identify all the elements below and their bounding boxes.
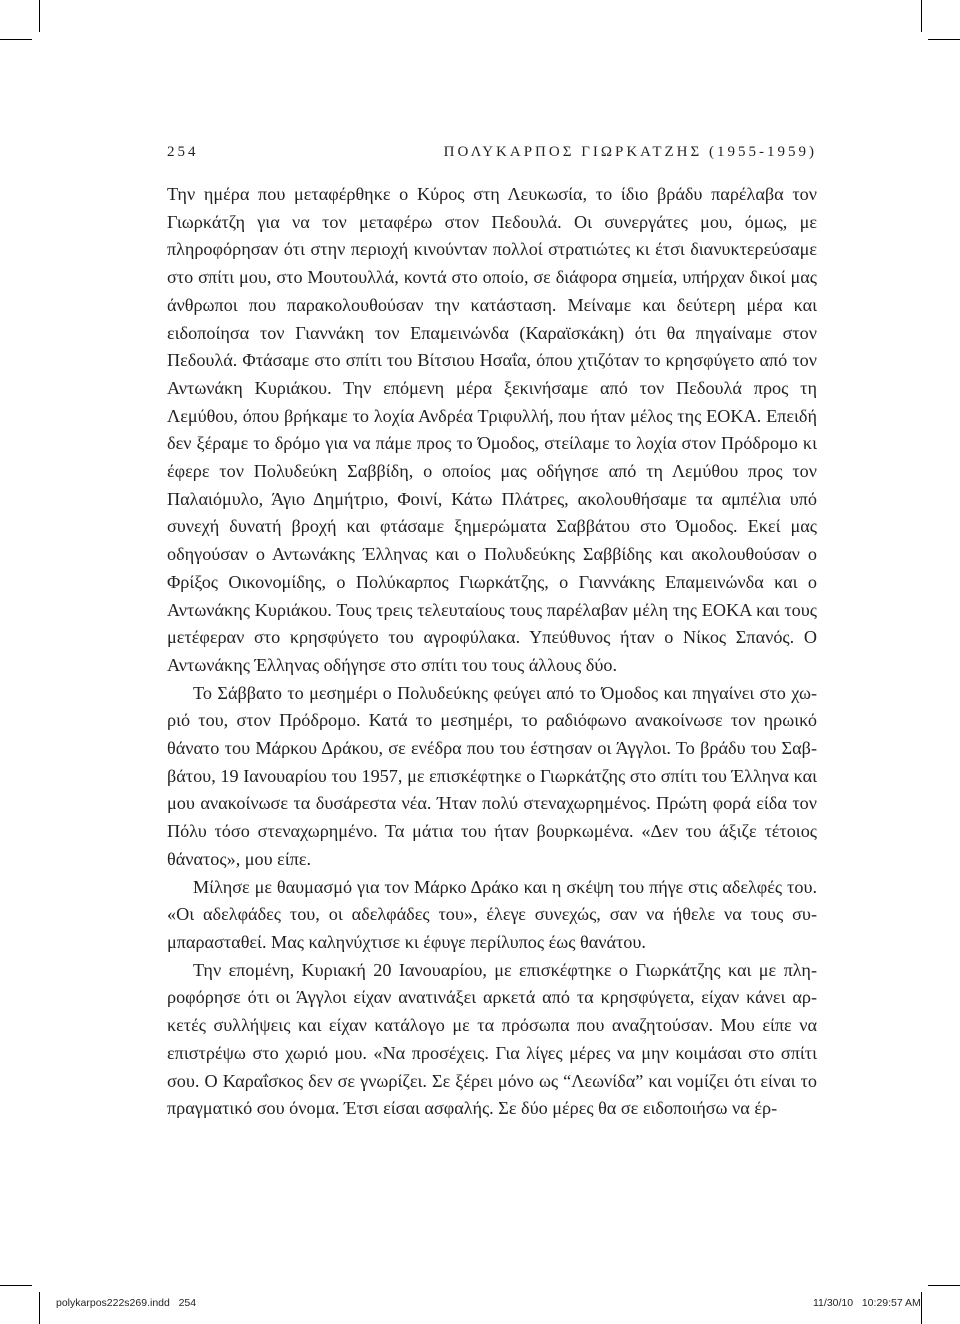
running-title: ΠΟΛΥΚΑΡΠΟΣ ΓΙΩΡΚΑΤΖΗΣ (1955-1959) bbox=[443, 144, 817, 160]
crop-mark-top-right-h bbox=[928, 39, 960, 40]
slug-timestamp: 11/30/10 10:29:57 AM bbox=[813, 1297, 921, 1309]
running-header bbox=[167, 144, 817, 164]
paragraph-3: Μίλησε με θαυμασμό για τον Μάρκο Δράκο και η σκέψη του πήγε στις αδελφές του. «Οι αδελφάδες του, οι αδελφάδες του», έλεγε συνεχώς, σαν να ήθελε να τους συμπαρασταθεί. Μας καληνύχτισε κι έφυγε περίλυπος έως θανάτου. bbox=[167, 876, 817, 952]
crop-mark-top-left bbox=[39, 0, 40, 32]
crop-mark-top-right bbox=[921, 0, 922, 32]
paragraph-2: Το Σάββατο το μεσημέρι ο Πολυδεύκης φεύγει από το Όμοδος και πηγαίνει στο χωριό του, στον Πρόδρομο. Κατά το μεσημέρι, το ραδιόφωνο ανακοίνωσε τον ηρωικό θάνατο του Μάρκου Δράκου, σε ενέδρα που του έστησαν οι Άγγλοι. Το βράδυ του Σαββάτου, 19 Ιανουαρίου του 1957, με επισκέφτηκε ο Γιωρκάτζης στο σπίτι του Έλληνα και μου ανακοίνωσε τα δυσάρεστα νέα. Ήταν πολύ στεναχωρημένος. Πρώτη φορά είδα τον Πόλυ τόσο στεναχωρημένο. Τα μάτια του ήταν βουρκωμένα. «Δεν του άξιζε τέτοιος θάνατος», μου είπε. bbox=[167, 682, 817, 869]
paragraph-1: Την ημέρα που μεταφέρθηκε ο Κύρος στη Λευκωσία, το ίδιο βράδυ παρέλαβα τον Γιωρκάτζη για να τον μεταφέρω στον Πεδουλά. Οι συνεργάτες μου, όμως, με πληροφόρησαν ότι στην περιοχή κινούνταν πολλοί στρατιώτες κι έτσι διανυκτερεύσαμε στο σπίτι μου, στο Μουτουλλά, κοντά στο οποίο, σε διάφορα σημεία, υπήρχαν δικοί μας άνθρωποι που παρακολουθούσαν την κατάσταση. Μείναμε και δεύτερη μέρα και ειδοποίησα τον Γιαννάκη τον Επαμεινώνδα (Καραϊσκάκη) ότι θα πηγαίναμε στον Πεδουλά. Φτάσαμε στο σπίτι του Βίτσιου Ησαΐα, όπου χτιζόταν το κρησφύγετο από τον Αντωνάκη Κυριάκου. Την επόμενη μέρα ξεκινήσαμε από τον Πεδουλά προς τη Λεμύθου, όπου βρήκαμε το λοχία Ανδρέα Τριφυλλή, που ήταν μέλος της ΕΟΚΑ. Επειδή δεν ξέραμε το δρόμο για να πάμε προς το Όμοδος, στείλαμε το λοχία στον Πρόδρομο κι έφερε τον Πολυδεύκη Σαββίδη, ο οποίος μας οδήγησε από τη Λεμύθου προς τον Παλαιόμυλο, Άγιο Δημήτριο, Φοινί, Κάτω Πλάτρες, ακολουθήσαμε τα αμπέλια υπό συνεχή δυνατή βροχή και φτάσαμε ξημερώματα Σαββάτου στο Όμοδος. Εκεί μας οδηγούσαν ο Αντωνάκης Έλληνας και ο Πολυδεύκης Σαββίδης και ακολουθούσαν ο Φρίξος Οικονομίδης, ο Πολύκαρπος Γιωρκάτζης, ο Γιαννάκης Επαμεινώνδα και ο Αντωνάκης Κυριάκου. Τους τρεις τελευταίους τους παρέλαβαν μέλη της ΕΟΚΑ και τους μετέφεραν στο κρησφύγετο του αγροφύλακα. Υπεύθυνος ήταν ο Νίκος Σπανός. Ο Αντωνάκης Έλληνας οδήγησε στο σπίτι του τους άλλους δύο. bbox=[167, 184, 817, 675]
paragraph-4: Την επομένη, Κυριακή 20 Ιανουαρίου, με επισκέφτηκε ο Γιωρκάτζης και με πληροφόρησε ότι οι Άγγλοι είχαν ανατινάξει αρκετά από τα κρησφύγετα, είχαν κάνει αρκετές συλλήψεις και είχαν κατάλογο με τα πρόσωπα που αναζητούσαν. Μου είπε να επιστρέψω στο χωριό μου. «Να προσέχεις. Για λίγες μέρες να μην κοιμάσαι στο σπίτι σου. Ο Καραΐσκος δεν σε γνωρίζει. Σε ξέρει μόνο ως “Λεωνίδα” και νομίζει ότι είναι το πραγματικό σου όνομα. Έτσι είσαι ασφαλής. Σε δύο μέρες θα σε ειδοποιήσω να έρ- bbox=[167, 959, 817, 1119]
print-slug bbox=[0, 1297, 960, 1313]
body-text bbox=[167, 181, 817, 1123]
crop-mark-top-left-h bbox=[0, 39, 32, 40]
page-number: 254 bbox=[167, 144, 199, 160]
crop-mark-bottom-left-h bbox=[0, 1285, 32, 1286]
crop-mark-bottom-right-h bbox=[928, 1285, 960, 1286]
slug-filename: polykarpos222s269.indd 254 bbox=[56, 1297, 197, 1309]
